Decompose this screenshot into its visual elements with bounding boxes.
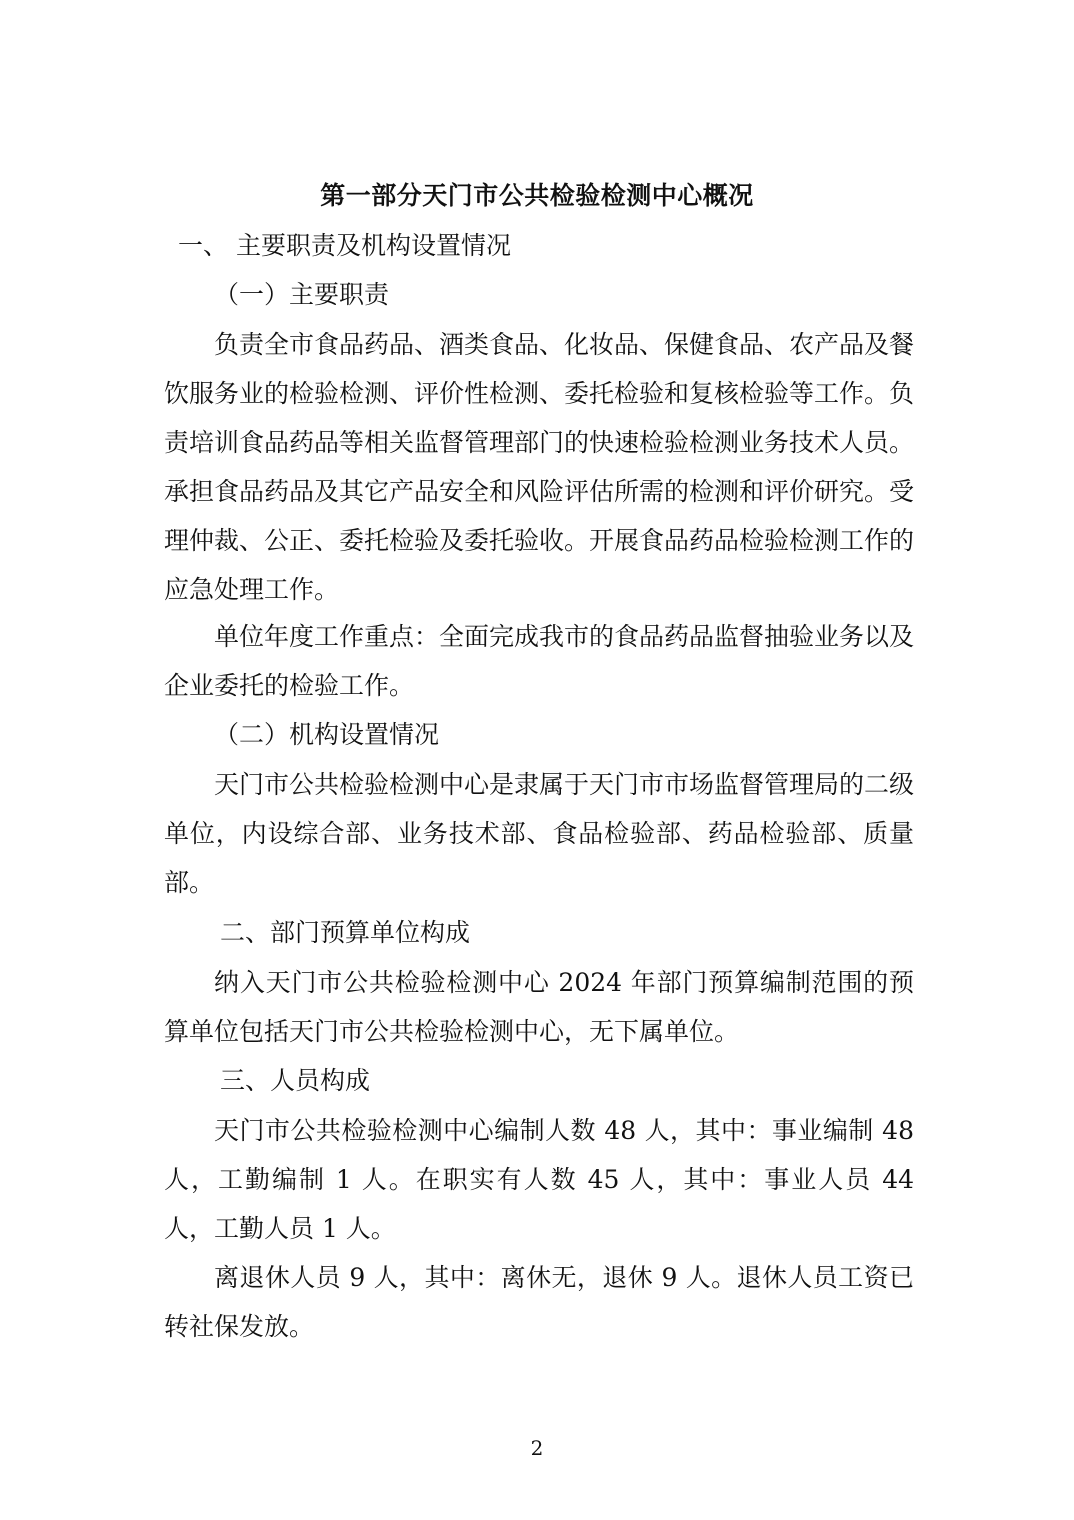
section1-sub1-heading: （一）主要职责: [214, 280, 390, 309]
section1-sub1-paragraph-2: 单位年度工作重点：全面完成我市的食品药品监督抽验业务以及企业委托的检验工作。: [164, 622, 915, 700]
document-title: 第一部分天门市公共检验检测中心概况: [320, 181, 754, 210]
section2-heading: 二、部门预算单位构成: [220, 918, 471, 947]
page-number: 2: [530, 1436, 544, 1460]
section3-heading: 三、人员构成: [220, 1066, 371, 1095]
section3-paragraph-1: 天门市公共检验检测中心编制人数 48 人，其中：事业编制 48 人，工勤编制 1 人。在职实有人数 45 人，其中：事业人员 44 人，工勤人员 1 人。: [164, 1116, 914, 1243]
section1-sub2-heading: （二）机构设置情况: [214, 720, 440, 749]
section2-paragraph-1: 纳入天门市公共检验检测中心 2024 年部门预算编制范围的预算单位包括天门市公共检验检测中心，无下属单位。: [164, 968, 914, 1046]
section3-paragraph-2: 离退休人员 9 人，其中：离休无，退休 9 人。退休人员工资已转社保发放。: [164, 1263, 914, 1341]
section1-heading: 一、 主要职责及机构设置情况: [178, 231, 511, 260]
section1-sub1-paragraph-1: 负责全市食品药品、酒类食品、化妆品、保健食品、农产品及餐饮服务业的检验检测、评价性检测、委托检验和复核检验等工作。负责培训食品药品等相关监督管理部门的快速检验检测业务技术人员。承担食品药品及其它产品安全和风险评估所需的检测和评价研究。受理仲裁、公正、委托检验及委托验收。开展食品药品检验检测工作的应急处理工作。: [164, 330, 915, 604]
section1-sub2-paragraph-1: 天门市公共检验检测中心是隶属于天门市市场监督管理局的二级单位，内设综合部、业务技术部、食品检验部、药品检验部、质量部。: [164, 770, 915, 897]
